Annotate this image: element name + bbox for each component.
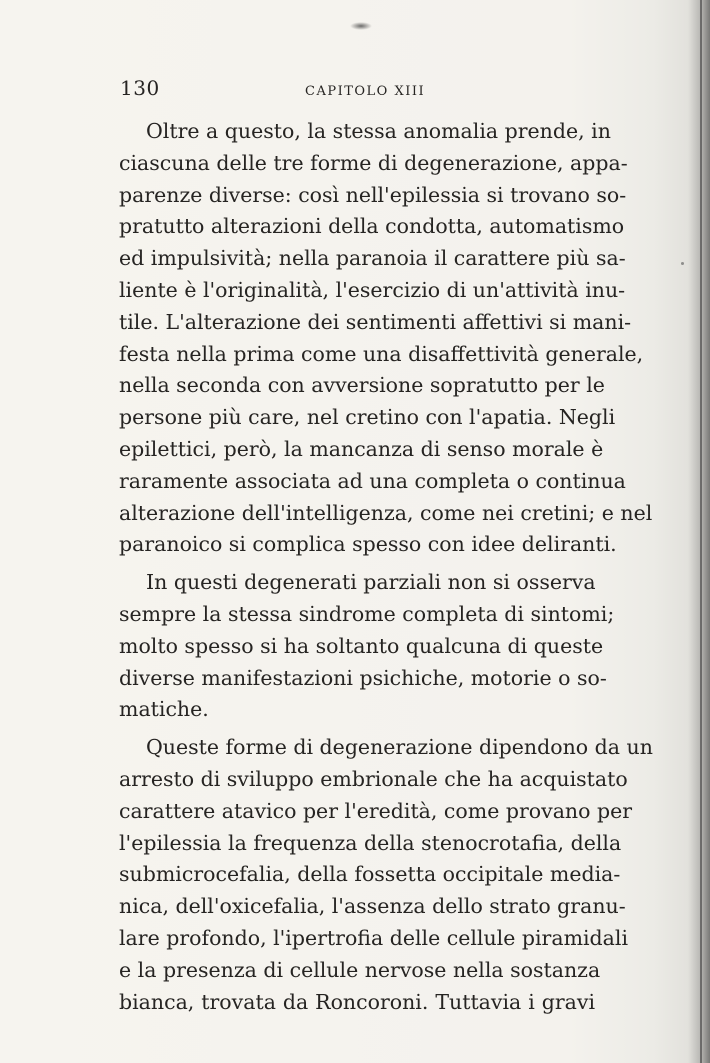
page-header (120, 76, 600, 102)
page-edge-shadow (688, 0, 710, 1063)
text-line: diverse manifestazioni psichiche, motorie o so- (119, 665, 607, 690)
text-line: nella seconda con avversione sopratutto per le (119, 373, 605, 398)
text-line: raramente associata ad una completa o continua (119, 468, 626, 493)
text-line: submicrocefalia, della fossetta occipitale media- (119, 862, 621, 887)
text-line: Oltre a questo, la stessa anomalia prende, in (146, 119, 611, 143)
text-line: lare profondo, l'ipertrofia delle cellule piramidali (119, 925, 629, 950)
page-number: 130 (120, 76, 160, 100)
ink-blot (350, 22, 372, 30)
binding-edge (700, 0, 702, 1063)
text-line: persone più care, nel cretino con l'apatia. Negli (119, 405, 616, 430)
text-line: l'epilessia la frequenza della stenocrotafia, della (119, 830, 622, 855)
text-line: alterazione dell'intelligenza, come nei cretini; e nel (119, 500, 653, 525)
text-line: liente è l'originalità, l'esercizio di un'attività inu- (119, 277, 626, 302)
text-line: tile. L'alterazione dei sentimenti affettivi si mani- (119, 309, 632, 334)
text-line: epilettici, però, la mancanza di senso morale è (119, 436, 604, 461)
text-line: In questi degenerati parziali non si osserva (146, 570, 596, 595)
text-line: molto spesso si ha soltanto qualcuna di queste (119, 633, 604, 658)
running-head: CAPITOLO XIII (305, 84, 426, 99)
text-line: sempre la stessa sindrome completa di sintomi; (119, 601, 615, 626)
text-line: matiche. (119, 697, 209, 722)
text-line: paranoico si complica spesso con idee deliranti. (119, 532, 617, 557)
text-line: parenze diverse: così nell'epilessia si trovano so- (119, 182, 627, 207)
body-text (119, 116, 653, 1018)
text-line: pratutto alterazioni della condotta, automatismo (119, 214, 625, 239)
paper-speck (681, 262, 684, 265)
text-line: nica, dell'oxicefalia, l'assenza dello strato granu- (119, 894, 626, 919)
text-line: e la presenza di cellule nervose nella sostanza (119, 957, 601, 982)
text-line: festa nella prima come una disaffettività generale, (119, 341, 644, 366)
text-line: arresto di sviluppo embrionale che ha acquistato (119, 766, 628, 791)
text-line: carattere atavico per l'eredità, come provano per (119, 798, 633, 823)
text-line: ciascuna delle tre forme di degenerazione, appa- (119, 150, 628, 175)
text-line: Queste forme di degenerazione dipendono da un (146, 735, 653, 760)
text-line: ed impulsività; nella paranoia il carattere più sa- (119, 246, 626, 271)
text-line: bianca, trovata da Roncoroni. Tuttavia i gravi (119, 989, 595, 1014)
